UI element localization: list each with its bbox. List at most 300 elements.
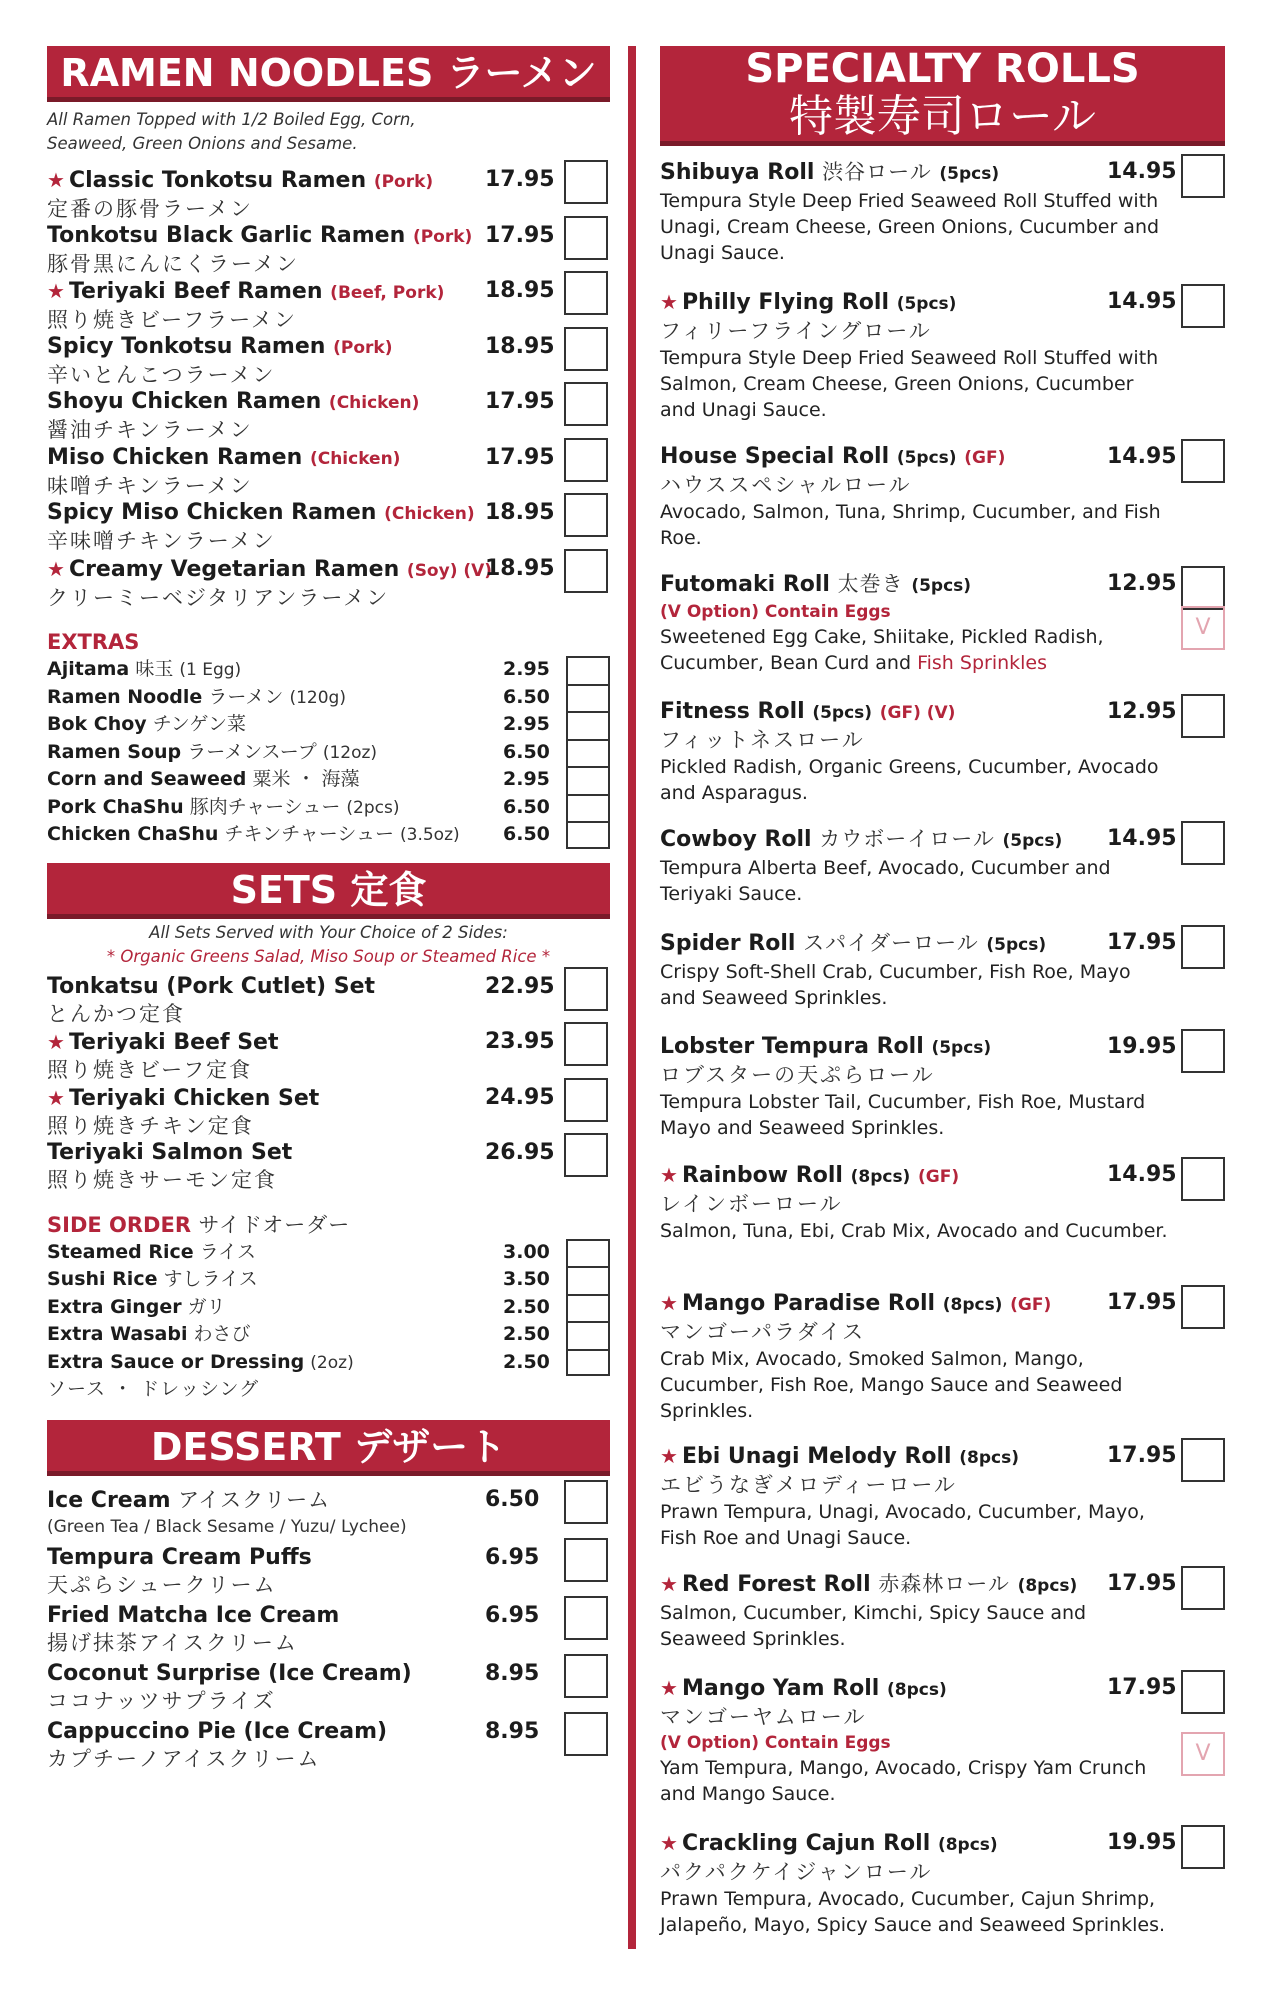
roll-item xyxy=(660,698,1225,825)
side-item xyxy=(47,1266,610,1294)
item-name-jp: 揚げ抹茶アイスクリーム xyxy=(47,1630,298,1655)
order-checkbox[interactable] xyxy=(1181,1566,1225,1610)
order-checkbox[interactable] xyxy=(564,1538,608,1582)
item-price: 17.95 xyxy=(1107,1290,1177,1315)
order-checkbox[interactable] xyxy=(564,549,608,593)
item-price: 22.95 xyxy=(485,973,555,999)
item-name-jp: 味噌チキンラーメン xyxy=(47,473,253,498)
item-description xyxy=(660,754,1170,806)
item-pieces: (8pcs) xyxy=(959,1448,1019,1468)
vegetarian-option-checkbox[interactable]: V xyxy=(1181,606,1225,650)
item-pieces: (5pcs) xyxy=(939,164,1000,184)
roll-item xyxy=(660,1289,1225,1442)
vegetarian-option-checkbox[interactable]: V xyxy=(1181,1732,1225,1776)
item-price: 8.95 xyxy=(485,1660,540,1686)
item-name: Ice Cream xyxy=(47,1487,171,1513)
item-name: Spicy Miso Chicken Ramen xyxy=(47,500,377,525)
item-price: 12.95 xyxy=(1107,699,1177,724)
item-description-text: Tempura Alberta Beef, Avocado, Cucumber and Teriyaki Sauce. xyxy=(660,857,1111,905)
side-order-title-jp: サイドオーダー xyxy=(198,1212,351,1237)
item-price: 17.95 xyxy=(485,444,555,470)
item-name: Ebi Unagi Melody Roll xyxy=(681,1444,952,1469)
item-price: 14.95 xyxy=(1107,444,1177,469)
item-price: 18.95 xyxy=(485,555,555,581)
extras-list xyxy=(47,656,610,849)
roll-item xyxy=(660,443,1225,570)
item-name-jp: レインボーロール xyxy=(660,1192,843,1216)
extra-name: Ramen Soup xyxy=(47,740,182,763)
item-tag: (GF) xyxy=(964,448,1006,468)
item-tag: (Pork) xyxy=(333,337,393,358)
roll-item xyxy=(660,825,1225,929)
item-description-text: Tempura Lobster Tail, Cucumber, Fish Roe, Mustard Mayo and Seaweed Sprinkles. xyxy=(660,1091,1146,1139)
item-name: Miso Chicken Ramen xyxy=(47,444,303,470)
side-item xyxy=(47,1294,610,1322)
vegetarian-option-note: (V Option) Contain Eggs xyxy=(660,602,891,622)
item-name-jp: フィットネスロール xyxy=(660,728,865,752)
order-checkbox[interactable] xyxy=(566,766,610,794)
order-checkbox[interactable] xyxy=(1181,821,1225,865)
side-order-heading xyxy=(47,1211,610,1239)
item-pieces: (8pcs) xyxy=(850,1167,911,1187)
item-price: 17.95 xyxy=(1107,1675,1177,1700)
item-pieces: (5pcs) xyxy=(911,576,972,596)
dessert-item xyxy=(47,1718,610,1776)
order-checkbox[interactable] xyxy=(566,1321,610,1349)
roll-item xyxy=(660,158,1225,288)
item-description-text: Tempura Style Deep Fried Seaweed Roll Stuffed with Salmon, Cream Cheese, Green Onions, Cucumber and Unagi Sauce. xyxy=(660,347,1159,421)
dessert-item xyxy=(47,1660,610,1718)
item-pieces: (5pcs) xyxy=(931,1038,992,1058)
star-icon: ★ xyxy=(47,556,65,581)
item-description-highlight: Fish Sprinkles xyxy=(917,652,1048,674)
item-description xyxy=(660,1089,1170,1141)
star-icon: ★ xyxy=(47,168,65,192)
item-name-jp: マンゴーヤムロール xyxy=(660,1705,867,1729)
item-name: Lobster Tempura Roll xyxy=(660,1034,924,1059)
left-column xyxy=(47,46,610,1776)
item-pieces: (8pcs) xyxy=(1017,1576,1078,1596)
extra-qty: (1 Egg) xyxy=(179,660,242,680)
extra-item xyxy=(47,794,610,822)
item-description-text: Yam Tempura, Mango, Avocado, Crispy Yam Crunch and Mango Sauce. xyxy=(660,1757,1147,1805)
ramen-note-line2: Seaweed, Green Onions and Sesame. xyxy=(47,134,358,153)
side-name-jp: ライス xyxy=(199,1240,256,1263)
item-description-text: Sweetened Egg Cake, Shiitake, Pickled Radish, Cucumber, Bean Curd and xyxy=(660,626,1104,674)
side-item xyxy=(47,1349,610,1377)
item-name: Crackling Cajun Roll xyxy=(681,1831,931,1856)
extra-item xyxy=(47,766,610,794)
extra-name: Pork ChaShu xyxy=(47,795,184,818)
star-icon: ★ xyxy=(47,279,65,303)
item-description xyxy=(660,1600,1170,1652)
ramen-item xyxy=(47,166,610,222)
extra-name-jp: ラーメンスープ xyxy=(187,740,317,763)
order-checkbox[interactable] xyxy=(564,1654,608,1698)
item-tag: (Chicken) xyxy=(328,393,420,413)
item-name-jp: 照り焼きビーフ定食 xyxy=(47,1058,253,1082)
item-name: Tonkatsu (Pork Cutlet) Set xyxy=(47,973,376,999)
rolls-title-jp: 特製寿司ロール xyxy=(788,91,1097,142)
item-name: Mango Yam Roll xyxy=(681,1676,880,1701)
side-qty: (2oz) xyxy=(310,1352,354,1373)
star-icon: ★ xyxy=(47,1085,65,1110)
dessert-item xyxy=(47,1544,610,1602)
order-checkbox[interactable] xyxy=(1181,694,1225,738)
extra-item xyxy=(47,821,610,849)
rolls-title-en: SPECIALTY ROLLS xyxy=(745,46,1140,92)
item-pieces: (8pcs) xyxy=(942,1295,1003,1315)
set-item xyxy=(47,1084,610,1140)
item-price: 14.95 xyxy=(1107,1162,1177,1187)
item-name-jp: カプチーノアイスクリーム xyxy=(47,1746,321,1771)
item-name: Teriyaki Beef Set xyxy=(68,1030,279,1055)
item-tag: (GF) xyxy=(1010,1295,1052,1315)
item-name-jp: 赤森林ロール xyxy=(878,1572,1010,1596)
item-name: Futomaki Roll xyxy=(660,572,830,597)
item-description xyxy=(660,855,1170,907)
item-price: 8.95 xyxy=(485,1718,540,1744)
star-icon: ★ xyxy=(47,1030,65,1054)
order-checkbox[interactable] xyxy=(566,1266,610,1294)
ramen-item xyxy=(47,277,610,333)
extra-name: Corn and Seaweed xyxy=(47,768,247,790)
item-description xyxy=(660,1218,1170,1244)
item-tag: (Soy) (V) xyxy=(406,560,493,581)
set-item xyxy=(47,1139,610,1195)
extra-name-jp: チキンチャーシュー xyxy=(224,823,394,845)
item-tag: (Pork) xyxy=(412,226,473,247)
star-icon: ★ xyxy=(660,1291,678,1315)
side-price: 2.50 xyxy=(503,1350,550,1373)
order-checkbox[interactable] xyxy=(564,1712,608,1756)
item-name-jp: スパイダーロール xyxy=(803,931,979,955)
roll-item xyxy=(660,1442,1225,1570)
order-checkbox[interactable] xyxy=(1181,925,1225,969)
roll-item xyxy=(660,1033,1225,1161)
set-item xyxy=(47,973,610,1029)
sets-list xyxy=(47,973,610,1195)
item-name-jp: 醤油チキンラーメン xyxy=(47,418,253,442)
item-description xyxy=(660,1755,1170,1807)
extra-qty: (120g) xyxy=(289,687,346,708)
item-price: 18.95 xyxy=(485,278,555,303)
side-price: 2.50 xyxy=(503,1323,550,1345)
ramen-item xyxy=(47,499,610,555)
ramen-item xyxy=(47,555,610,611)
order-checkbox[interactable] xyxy=(1181,1285,1225,1329)
right-column xyxy=(660,46,1225,1959)
star-icon: ★ xyxy=(660,1676,678,1700)
order-checkbox[interactable] xyxy=(564,382,608,426)
extra-item xyxy=(47,656,610,684)
item-name-jp: 照り焼きサーモン定食 xyxy=(47,1168,277,1192)
item-name: Philly Flying Roll xyxy=(681,290,890,315)
extra-price: 6.50 xyxy=(503,823,550,845)
item-name-jp: とんかつ定食 xyxy=(47,1001,185,1026)
item-price: 23.95 xyxy=(485,1029,555,1054)
side-name: Extra Ginger xyxy=(47,1295,182,1318)
item-pieces: (8pcs) xyxy=(937,1835,998,1855)
star-icon: ★ xyxy=(660,1163,678,1187)
item-name-jp: 天ぷらシュークリーム xyxy=(47,1572,277,1597)
item-pieces: (5pcs) xyxy=(1002,831,1063,851)
item-name-jp: 渋谷ロール xyxy=(822,160,932,184)
star-icon: ★ xyxy=(660,290,678,314)
extra-name-jp: チンゲン菜 xyxy=(152,713,247,735)
ramen-note-line1: All Ramen Topped with 1/2 Boiled Egg, Corn, xyxy=(47,110,416,129)
order-checkbox[interactable] xyxy=(566,1239,610,1267)
order-checkbox[interactable] xyxy=(1181,1670,1225,1714)
extra-price: 2.95 xyxy=(503,768,550,790)
extra-price: 6.50 xyxy=(503,795,550,818)
item-name: Teriyaki Salmon Set xyxy=(47,1140,293,1165)
order-checkbox[interactable] xyxy=(566,1349,610,1377)
item-name: Mango Paradise Roll xyxy=(681,1291,936,1316)
order-checkbox[interactable] xyxy=(564,438,608,482)
extras-heading: EXTRAS xyxy=(47,630,140,654)
item-description xyxy=(660,1346,1170,1424)
item-price: 19.95 xyxy=(1107,1830,1177,1855)
item-description-text: Pickled Radish, Organic Greens, Cucumber, Avocado and Asparagus. xyxy=(660,756,1159,804)
item-tag: (GF) (V) xyxy=(879,703,956,723)
order-checkbox[interactable] xyxy=(1181,1825,1225,1869)
item-tag: (Chicken) xyxy=(309,448,401,469)
roll-item xyxy=(660,288,1225,443)
item-description xyxy=(660,1499,1170,1551)
item-description-text: Tempura Style Deep Fried Seaweed Roll Stuffed with Unagi, Cream Cheese, Green Onions, Cucumber and Unagi Sauce. xyxy=(660,190,1160,264)
order-checkbox[interactable] xyxy=(1181,439,1225,483)
item-price: 17.95 xyxy=(1107,930,1177,955)
item-name: Tempura Cream Puffs xyxy=(47,1544,312,1570)
item-tag: (GF) xyxy=(918,1167,960,1187)
item-price: 6.95 xyxy=(485,1544,540,1570)
order-checkbox[interactable] xyxy=(566,794,610,822)
ramen-item xyxy=(47,222,610,278)
item-tag: (Chicken) xyxy=(384,504,475,524)
extra-name-jp: ラーメン xyxy=(208,685,284,708)
side-item xyxy=(47,1239,610,1267)
rolls-list xyxy=(660,158,1225,1959)
side-name: Extra Wasabi xyxy=(47,1323,188,1345)
ramen-banner: RAMEN NOODLES ラーメン xyxy=(47,46,610,102)
set-item xyxy=(47,1028,610,1084)
item-pieces: (5pcs) xyxy=(812,703,873,723)
order-checkbox[interactable] xyxy=(566,1294,610,1322)
item-name: Fried Matcha Ice Cream xyxy=(47,1602,340,1628)
extra-qty: (12oz) xyxy=(322,742,378,763)
side-name: Steamed Rice xyxy=(47,1240,194,1263)
rolls-banner xyxy=(660,46,1225,146)
item-description xyxy=(660,499,1170,551)
side-price: 3.00 xyxy=(503,1240,550,1263)
order-checkbox[interactable] xyxy=(566,656,610,684)
item-name: Red Forest Roll xyxy=(681,1572,871,1597)
item-name-jp: パクパクケイジャンロール xyxy=(660,1860,933,1884)
order-checkbox[interactable] xyxy=(564,160,608,204)
item-name-jp: カウボーイロール xyxy=(819,827,995,851)
ramen-item xyxy=(47,444,610,500)
item-name-jp: 定番の豚骨ラーメン xyxy=(47,197,253,221)
item-name-jp: クリーミーベジタリアンラーメン xyxy=(47,585,390,610)
order-checkbox[interactable] xyxy=(566,711,610,739)
side-list xyxy=(47,1239,610,1377)
item-name-jp: 豚骨黒にんにくラーメン xyxy=(47,251,299,276)
extra-name: Chicken ChaShu xyxy=(47,823,219,845)
extra-qty: (3.5oz) xyxy=(400,825,460,845)
item-name: Cappuccino Pie (Ice Cream) xyxy=(47,1718,388,1744)
item-name-jp: ココナッツサプライズ xyxy=(47,1688,276,1713)
extra-price: 2.95 xyxy=(503,658,550,680)
item-price: 14.95 xyxy=(1107,159,1177,184)
side-name-jp: すしライス xyxy=(163,1268,258,1290)
item-price: 12.95 xyxy=(1107,571,1177,596)
order-checkbox[interactable] xyxy=(1181,1157,1225,1201)
ramen-list xyxy=(47,166,610,610)
item-price: 6.50 xyxy=(485,1486,540,1512)
side-order-title: SIDE ORDER xyxy=(47,1212,191,1237)
side-name: Extra Sauce or Dressing xyxy=(47,1350,305,1373)
item-price: 14.95 xyxy=(1107,826,1177,851)
item-name: Teriyaki Chicken Set xyxy=(68,1085,320,1111)
item-name: Shibuya Roll xyxy=(660,160,815,185)
item-description-text: Prawn Tempura, Avocado, Cucumber, Cajun Shrimp, Jalapeño, Mayo, Spicy Sauce and Seaweed Sprinkles. xyxy=(660,1888,1166,1936)
order-checkbox[interactable] xyxy=(1181,154,1225,198)
sets-note-line2: * Organic Greens Salad, Miso Soup or Steamed Rice * xyxy=(106,946,551,966)
item-price: 17.95 xyxy=(1107,1443,1177,1468)
extra-price: 2.95 xyxy=(503,713,550,735)
roll-item xyxy=(660,570,1225,698)
item-description-text: Crab Mix, Avocado, Smoked Salmon, Mango, Cucumber, Fish Roe, Mango Sauce and Seaweed Sprinkles. xyxy=(660,1348,1123,1422)
item-price: 18.95 xyxy=(485,500,555,525)
item-price: 18.95 xyxy=(485,333,555,359)
order-checkbox[interactable] xyxy=(564,271,608,315)
order-checkbox[interactable] xyxy=(564,1078,608,1122)
order-checkbox[interactable] xyxy=(1181,1438,1225,1482)
side-last-jp: ソース ・ ドレッシング xyxy=(47,1378,260,1400)
item-name-jp: マンゴーパラダイス xyxy=(660,1320,866,1344)
extra-name: Bok Choy xyxy=(47,713,147,735)
item-tag: (Beef, Pork) xyxy=(330,283,445,303)
item-name: Spider Roll xyxy=(660,931,796,956)
sets-note-line1: All Sets Served with Your Choice of 2 Sides: xyxy=(149,922,508,942)
item-description-text: Avocado, Salmon, Tuna, Shrimp, Cucumber, and Fish Roe. xyxy=(660,501,1161,549)
item-name: Classic Tonkotsu Ramen xyxy=(68,168,367,193)
item-name-jp: ロブスターの天ぷらロール xyxy=(660,1063,935,1087)
item-pieces: (5pcs) xyxy=(896,448,957,468)
item-name: House Special Roll xyxy=(660,444,890,469)
roll-item xyxy=(660,929,1225,1033)
item-name-jp: 照り焼きビーフラーメン xyxy=(47,308,298,332)
order-checkbox[interactable] xyxy=(566,739,610,767)
item-name: Fitness Roll xyxy=(660,699,805,724)
extra-name: Ajitama xyxy=(47,658,130,680)
order-checkbox[interactable] xyxy=(566,684,610,712)
roll-item xyxy=(660,1570,1225,1674)
extra-name-jp: 豚肉チャーシュー xyxy=(189,795,341,818)
item-price: 17.95 xyxy=(485,389,555,414)
item-description xyxy=(660,188,1170,266)
item-description-text: Salmon, Cucumber, Kimchi, Spicy Sauce and Seaweed Sprinkles. xyxy=(660,1602,1087,1650)
item-price: 6.95 xyxy=(485,1602,540,1628)
item-name: Spicy Tonkotsu Ramen xyxy=(47,333,326,359)
item-name-jp: エビうなぎメロディーロール xyxy=(660,1473,957,1497)
order-checkbox[interactable] xyxy=(564,1596,608,1640)
order-checkbox[interactable] xyxy=(1181,566,1225,610)
order-checkbox[interactable] xyxy=(1181,284,1225,328)
item-description-text: Prawn Tempura, Unagi, Avocado, Cucumber, Mayo, Fish Roe and Unagi Sauce. xyxy=(660,1501,1145,1549)
item-price: 26.95 xyxy=(485,1140,555,1165)
item-flavours: (Green Tea / Black Sesame / Yuzu/ Lychee) xyxy=(47,1516,407,1537)
item-name: Creamy Vegetarian Ramen xyxy=(68,556,400,582)
item-pieces: (5pcs) xyxy=(986,935,1047,955)
item-price: 17.95 xyxy=(1107,1571,1177,1596)
item-name-jp: フィリーフライングロール xyxy=(660,319,932,343)
item-description xyxy=(660,345,1170,423)
item-name: Cowboy Roll xyxy=(660,827,812,852)
side-name-jp: わさび xyxy=(193,1323,251,1345)
order-checkbox[interactable] xyxy=(564,967,608,1011)
extra-price: 6.50 xyxy=(503,740,550,763)
roll-item xyxy=(660,1674,1225,1829)
item-price: 17.95 xyxy=(485,222,555,248)
order-checkbox[interactable] xyxy=(564,493,608,537)
side-name: Sushi Rice xyxy=(47,1268,158,1290)
order-checkbox[interactable] xyxy=(564,327,608,371)
item-price: 19.95 xyxy=(1107,1034,1177,1059)
item-pieces: (8pcs) xyxy=(887,1680,947,1700)
item-tag: (Pork) xyxy=(373,172,434,192)
column-divider xyxy=(628,46,636,1949)
star-icon: ★ xyxy=(660,1572,678,1596)
order-checkbox[interactable] xyxy=(564,1480,608,1524)
item-description xyxy=(660,959,1170,1011)
extra-item xyxy=(47,684,610,712)
side-name-jp: ガリ xyxy=(187,1295,226,1318)
order-checkbox[interactable] xyxy=(1181,1029,1225,1073)
dessert-item xyxy=(47,1602,610,1660)
order-checkbox[interactable] xyxy=(564,1022,608,1066)
roll-item xyxy=(660,1829,1225,1959)
item-description-text: Salmon, Tuna, Ebi, Crab Mix, Avocado and Cucumber. xyxy=(660,1220,1168,1242)
side-price: 3.50 xyxy=(503,1268,550,1290)
item-name-jp: 辛いとんこつラーメン xyxy=(47,362,276,387)
item-price: 14.95 xyxy=(1107,289,1177,314)
extra-item xyxy=(47,711,610,739)
order-checkbox[interactable] xyxy=(564,216,608,260)
roll-item xyxy=(660,1161,1225,1289)
dessert-banner: DESSERT デザート xyxy=(47,1420,610,1476)
ramen-item xyxy=(47,388,610,444)
item-price: 24.95 xyxy=(485,1084,555,1110)
extra-item xyxy=(47,739,610,767)
item-description xyxy=(660,624,1170,676)
extra-price: 6.50 xyxy=(503,685,550,708)
item-description xyxy=(660,1886,1170,1938)
order-checkbox[interactable] xyxy=(564,1133,608,1177)
item-price: 17.95 xyxy=(485,167,555,192)
item-name-jp: 辛味噌チキンラーメン xyxy=(47,529,276,553)
side-price: 2.50 xyxy=(503,1295,550,1318)
item-name-jp: 照り焼きチキン定食 xyxy=(47,1113,254,1138)
dessert-list xyxy=(47,1486,610,1776)
order-checkbox[interactable] xyxy=(566,821,610,849)
item-name: Coconut Surprise (Ice Cream) xyxy=(47,1660,412,1686)
item-pieces: (5pcs) xyxy=(896,294,957,314)
side-last-jp-row xyxy=(47,1376,610,1404)
extra-name-jp: 粟米 ・ 海藻 xyxy=(252,768,360,790)
star-icon: ★ xyxy=(660,1831,678,1855)
